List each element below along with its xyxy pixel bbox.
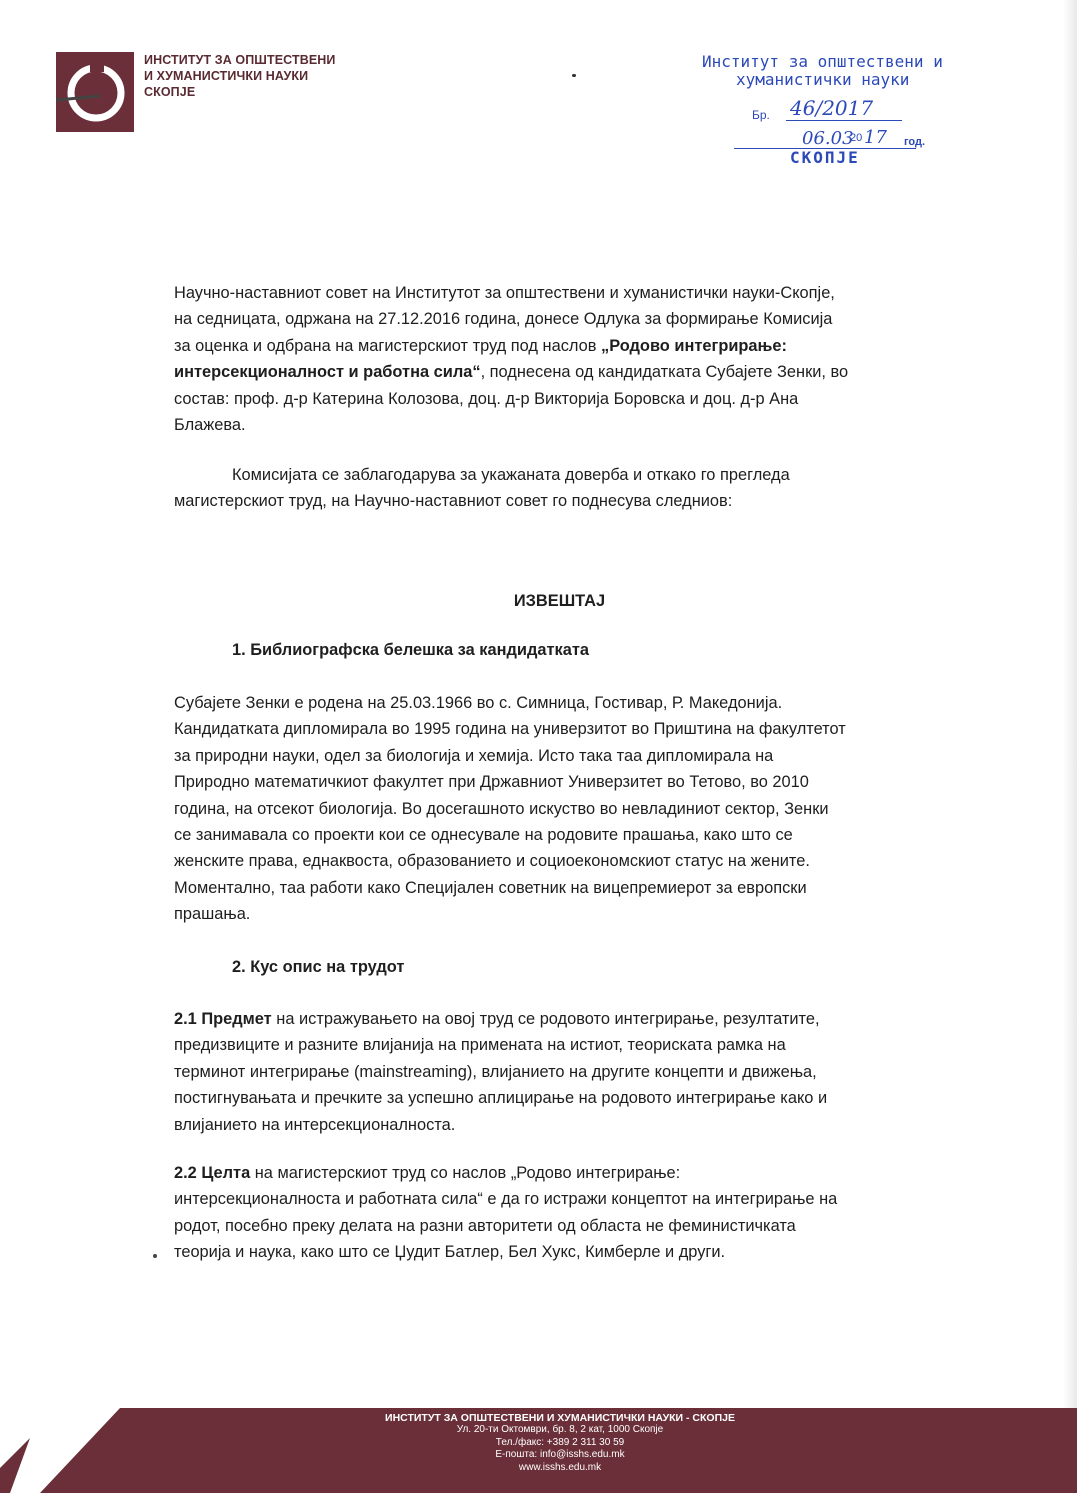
subject-line: предизвиците и разните влијанија на примената на истиот, теориската рамка на [174, 1036, 786, 1055]
footer-institute: ИНСТИТУТ ЗА ОПШТЕСТВЕНИ И ХУМАНИСТИЧКИ НАУКИ - СКОПЈЕ [385, 1412, 735, 1424]
thesis-title-part1: „Родово интегрирање: [601, 336, 787, 355]
section1-heading: 1. Библиографска белешка за кандидатката [232, 641, 589, 659]
footer-address: Ул. 20-ти Октомври, бр. 8, 2 кат, 1000 Скопје [456, 1424, 664, 1436]
goal-line: родот, посебно преку делата на разни авторитети од областа не феминистичката [174, 1216, 796, 1235]
commission-line: Комисијата се заблагодарува за укажаната доверба и откако го прегледа [232, 466, 790, 484]
institute-name-line2: И ХУМАНИСТИЧКИ НАУКИ [144, 69, 309, 83]
stamp-date: 06.03 [802, 128, 854, 149]
goal-paragraph [174, 1160, 934, 1266]
stamp-line2: хуманистички науки [736, 70, 910, 89]
goal-line [174, 1160, 934, 1186]
stamp-year: 17 [864, 127, 887, 148]
stamp-number-label: Бр. [752, 108, 770, 122]
subject-line: постигнувањата и пречките за успешно аплицирање на родовото интегрирање како и [174, 1089, 828, 1108]
institute-name-line3: СКОПЈЕ [144, 85, 196, 99]
bio-line: се занимавала со проекти кои се однесувале на родовите прашања, како што се [174, 826, 793, 845]
thesis-title-part2: интерсекционалност и работна сила“ [174, 363, 481, 382]
commission-line: магистерскиот труд, на Научно-наставниот совет го поднесува следниов: [174, 492, 733, 511]
institute-name-line1: ИНСТИТУТ ЗА ОПШТЕСТВЕНИ [144, 53, 336, 67]
bio-paragraph [174, 690, 934, 928]
page-edge-shadow [1063, 0, 1077, 1493]
subject-label: 2.1 Предмет [174, 1010, 272, 1028]
subject-line: влијанието на интерсекционалноста. [174, 1115, 456, 1134]
scan-speck [153, 1254, 157, 1258]
footer-contact [370, 1412, 750, 1474]
goal-text: на магистерскиот труд со наслов „Родово интегрирање: [250, 1164, 681, 1182]
goal-line: теорија и наука, како што се Џудит Батлер, Бел Хукс, Кимберле и други. [174, 1243, 726, 1262]
report-heading: ИЗВЕШТАЈ [513, 592, 606, 610]
bio-line: година, на отсекот биологија. Во досегашното искуство во невладиниот сектор, Зенки [174, 799, 829, 818]
stamp-number: 46/2017 [786, 96, 902, 121]
footer-website: www.isshs.edu.mk [518, 1461, 602, 1473]
intro-line: Блажева. [174, 416, 246, 435]
registry-stamp [690, 50, 980, 170]
bio-line: Природно математичкиот факултет при Државниот Универзитет во Тетово, во 2010 [174, 773, 809, 792]
bio-line: женските права, еднаквоста, образованието и социоекономскиот статус на жените. [174, 852, 810, 871]
bio-line: Кандидатката дипломирала во 1995 година на универзитот во Приштина на факултетот [174, 720, 846, 739]
bio-line: Моментално, таа работи како Специјален советник на вицепремиерот за европски [174, 878, 807, 897]
footer-email: Е-пошта: info@isshs.edu.mk [495, 1449, 625, 1461]
intro-line [174, 359, 919, 385]
goal-line: интерсекционалноста и работната сила“ е да го истражи концептот на интегрирање на [174, 1190, 838, 1209]
stamp-year-prefix: 20 [850, 132, 863, 144]
stamp-city: СКОПЈЕ [790, 148, 860, 167]
scan-speck [572, 74, 576, 77]
intro-line [174, 333, 919, 359]
intro-paragraph [174, 280, 919, 438]
logo-ring-icon [56, 52, 134, 132]
intro-line: на седницата, одржана на 27.12.2016 година, донесе Одлука за формирање Комисија [174, 310, 833, 329]
subject-paragraph [174, 1006, 934, 1138]
section2-heading: 2. Кус опис на трудот [232, 958, 405, 976]
intro-text: , поднесена од кандидатката Субајете Зенки, во [480, 363, 849, 382]
footer-phone: Тел./факс: +389 2 311 30 59 [495, 1436, 625, 1448]
intro-text: за оценка и одбрана на магистерскиот труд под наслов [174, 336, 602, 355]
bio-line: за природни науки, одел за биологија и хемија. Исто така таа дипломирала на [174, 746, 774, 765]
commission-paragraph [174, 462, 919, 515]
subject-line [174, 1006, 934, 1032]
bio-line: Субајете Зенки е родена на 25.03.1966 во с. Симница, Гостивар, Р. Македонија. [174, 694, 783, 712]
intro-line: Научно-наставниот совет на Институтот за општествени и хуманистички науки-Скопје, [174, 284, 835, 302]
bio-line: прашања. [174, 905, 251, 924]
subject-line: терминот интегрирање (mainstreaming), влијанието на другите концепти и движења, [174, 1062, 817, 1081]
institute-name [144, 52, 335, 100]
institute-logo [56, 52, 134, 132]
goal-label: 2.2 Целта [174, 1164, 251, 1182]
intro-line: состав: проф. д-р Катерина Колозова, доц. д-р Викторија Боровска и доц. д-р Ана [174, 389, 799, 408]
stamp-line1: Институт за општествени и [702, 52, 943, 71]
stamp-year-suffix: год. [904, 136, 926, 148]
subject-text: на истражувањето на овој труд се родовото интегрирање, резултатите, [271, 1010, 820, 1028]
